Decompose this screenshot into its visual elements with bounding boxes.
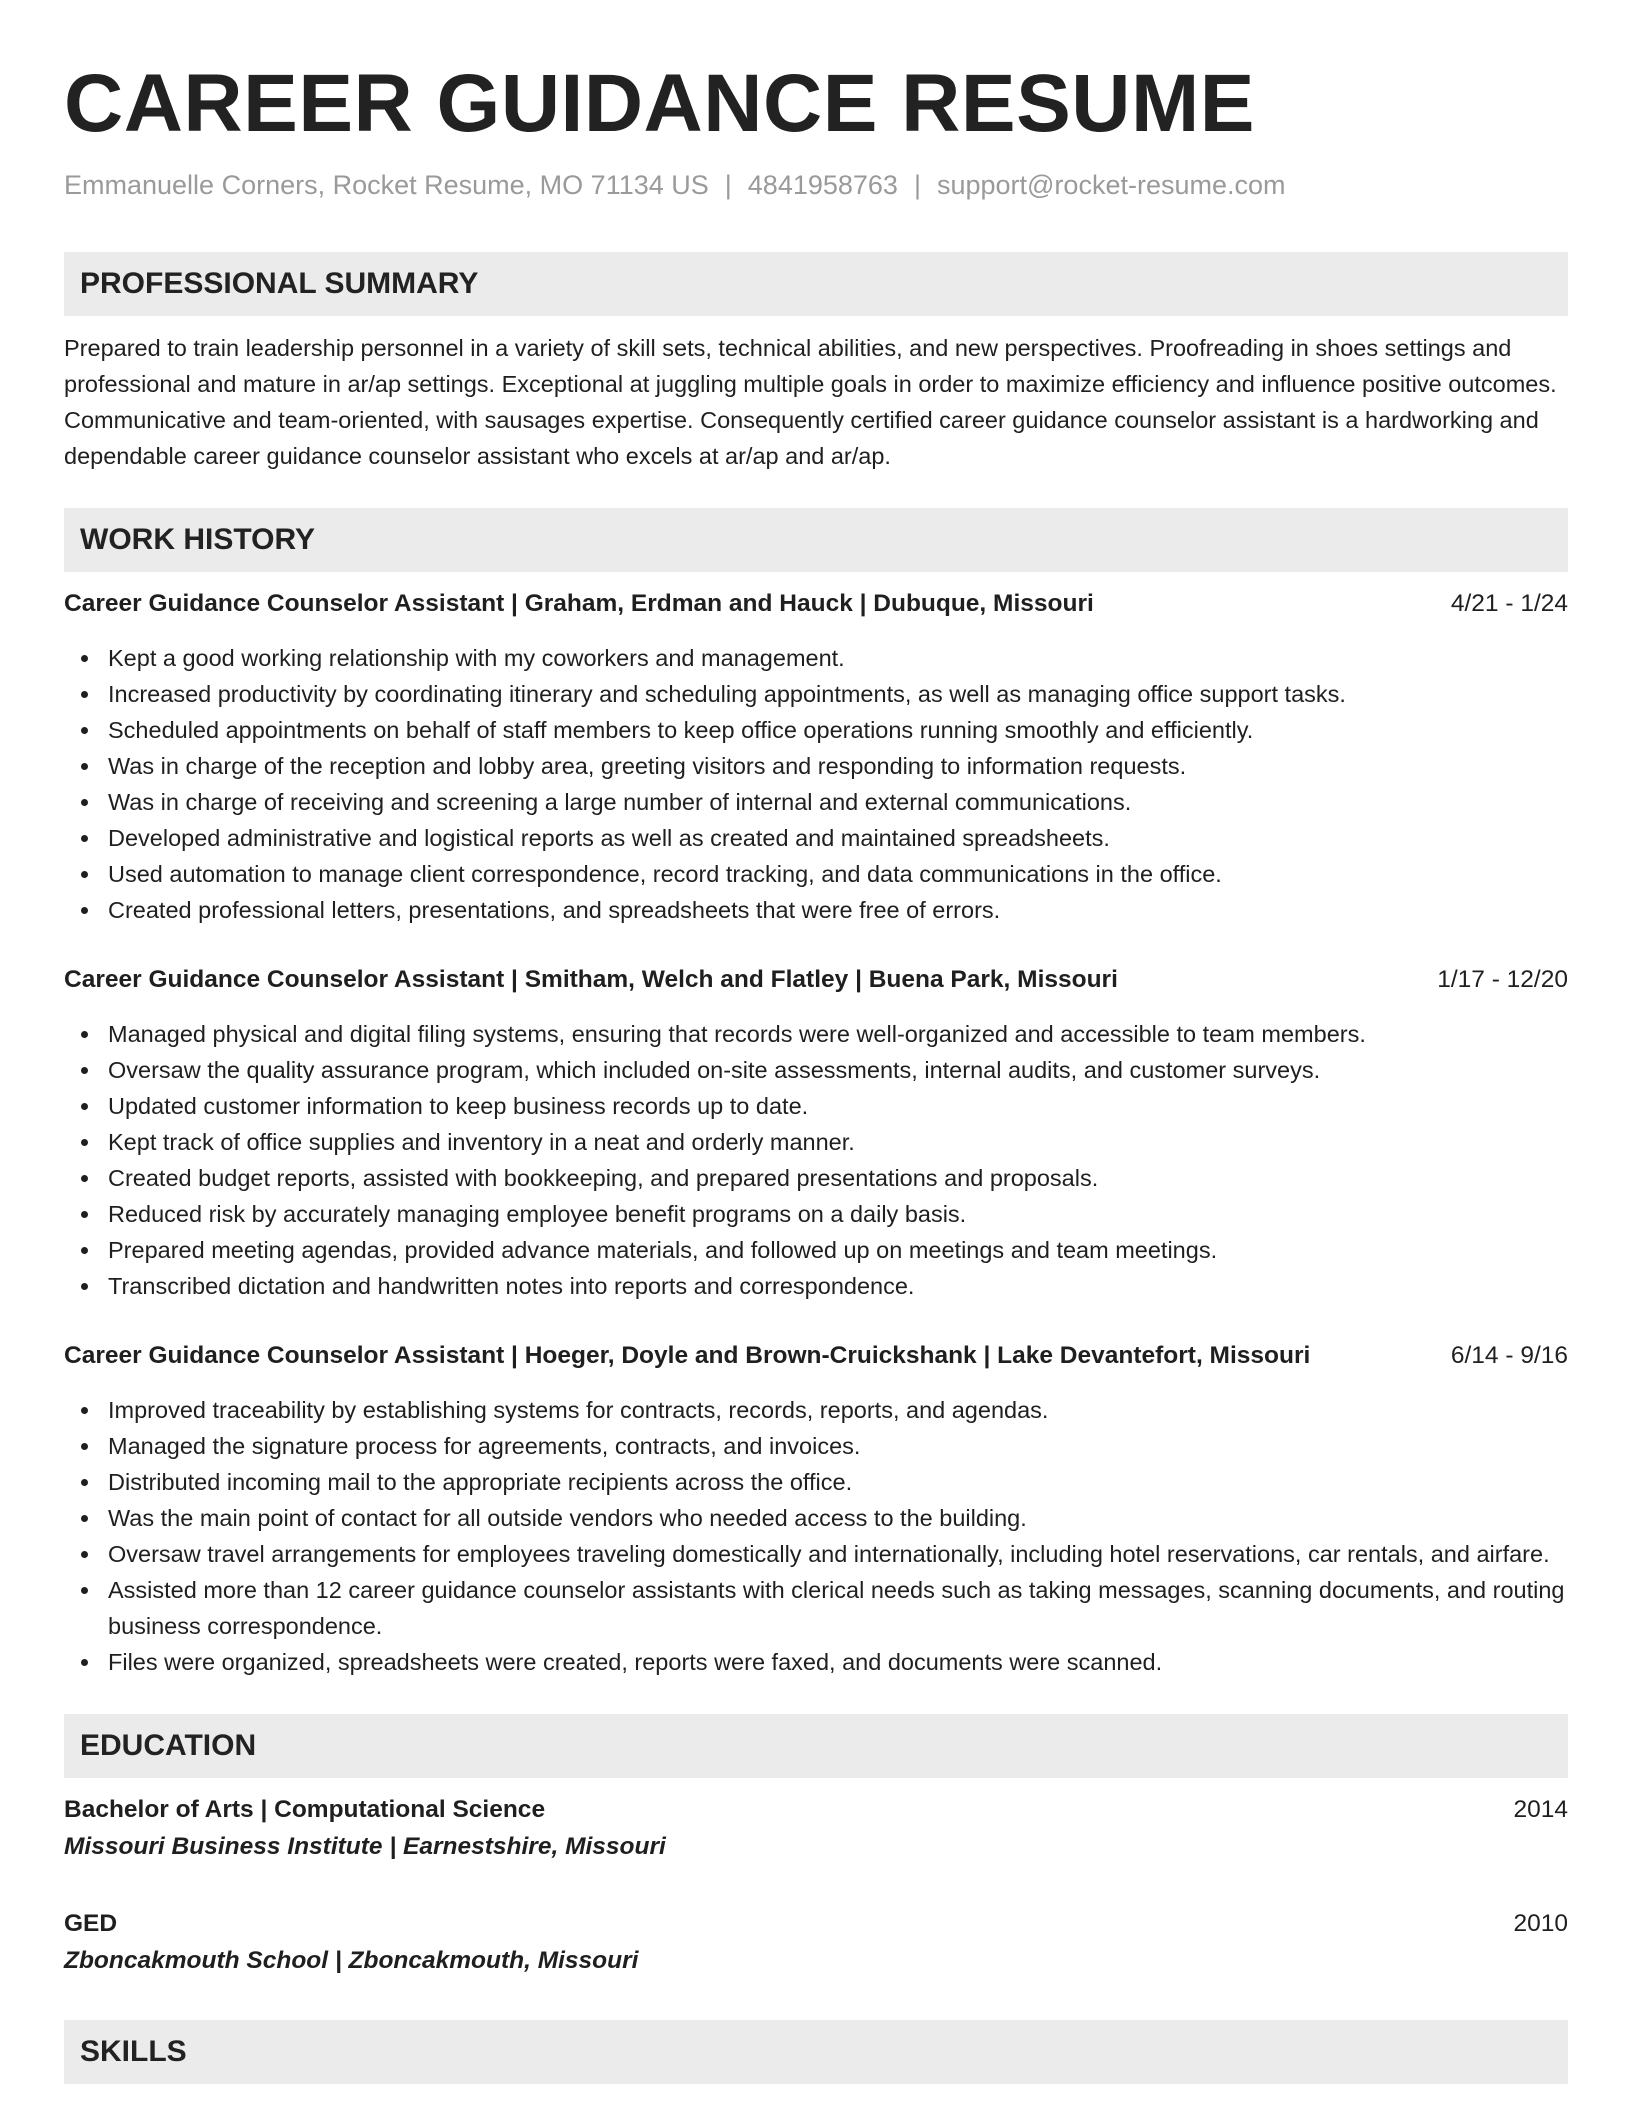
job-bullet: Developed administrative and logistical reports as well as created and maintained spreadsheets. <box>64 820 1568 856</box>
job-title: Career Guidance Counselor Assistant | Hoeger, Doyle and Brown-Cruickshank | Lake Devantefort, Missouri <box>64 1342 1311 1369</box>
education-degree: GED <box>64 1910 118 1937</box>
job-bullet: Managed the signature process for agreements, contracts, and invoices. <box>64 1428 1568 1464</box>
job-bullet: Improved traceability by establishing systems for contracts, records, reports, and agendas. <box>64 1392 1568 1428</box>
job-bullet: Created professional letters, presentations, and spreadsheets that were free of errors. <box>64 892 1568 928</box>
job-bullet: Used automation to manage client correspondence, record tracking, and data communications in the office. <box>64 856 1568 892</box>
job-bullet: Prepared meeting agendas, provided advance materials, and followed up on meetings and team meetings. <box>64 1232 1568 1268</box>
job-bullet: Transcribed dictation and handwritten notes into reports and correspondence. <box>64 1268 1568 1304</box>
job-bullet: Increased productivity by coordinating itinerary and scheduling appointments, as well as managing office support tasks. <box>64 676 1568 712</box>
job-bullet: Was in charge of the reception and lobby area, greeting visitors and responding to information requests. <box>64 748 1568 784</box>
job-header <box>64 1338 1568 1374</box>
job-bullet: Files were organized, spreadsheets were created, reports were faxed, and documents were scanned. <box>64 1644 1568 1680</box>
job-dates: 1/17 - 12/20 <box>1437 966 1568 993</box>
job-bullet: Updated customer information to keep business records up to date. <box>64 1088 1568 1124</box>
education-school: Missouri Business Institute | Earnestshire, Missouri <box>64 1833 666 1860</box>
education-year: 2014 <box>1513 1796 1568 1823</box>
job-dates: 4/21 - 1/24 <box>1450 590 1568 617</box>
contact-phone: 4841958763 <box>747 170 898 200</box>
job-bullet: Scheduled appointments on behalf of staff members to keep office operations running smoothly and efficiently. <box>64 712 1568 748</box>
resume-title: CAREER GUIDANCE RESUME <box>64 58 1255 149</box>
job-bullets <box>64 1392 1568 1680</box>
contact-separator: | <box>913 170 921 200</box>
education-school: Zboncakmouth School | Zboncakmouth, Missouri <box>64 1947 639 1974</box>
job-bullet: Kept track of office supplies and inventory in a neat and orderly manner. <box>64 1124 1568 1160</box>
job-bullets <box>64 1016 1568 1304</box>
education-header <box>64 1792 1568 1828</box>
skills-heading: SKILLS <box>64 2020 1568 2084</box>
job-header <box>64 586 1568 622</box>
job-bullet: Was the main point of contact for all outside vendors who needed access to the building. <box>64 1500 1568 1536</box>
education-degree: Bachelor of Arts | Computational Science <box>64 1796 546 1823</box>
summary-text: Prepared to train leadership personnel in a variety of skill sets, technical abilities, and new perspectives. Proofreading in shoes settings and professional and mature in ar/ap settings. Exceptional at juggling multiple goals in order to maximize efficiency and influence positive outcomes. Communicative and team-oriented, with sausages expertise. Consequently certified career guidance counselor assistant is a hardworking and dependable career guidance counselor assistant who excels at ar/ap and ar/ap. <box>64 335 1557 469</box>
job-bullet: Reduced risk by accurately managing employee benefit programs on a daily basis. <box>64 1196 1568 1232</box>
job-bullet: Created budget reports, assisted with bookkeeping, and prepared presentations and proposals. <box>64 1160 1568 1196</box>
education-heading: EDUCATION <box>64 1714 1568 1778</box>
job-bullet: Managed physical and digital filing systems, ensuring that records were well-organized and accessible to team members. <box>64 1016 1568 1052</box>
job-title: Career Guidance Counselor Assistant | Graham, Erdman and Hauck | Dubuque, Missouri <box>64 590 1094 617</box>
contact-line <box>64 168 1568 202</box>
job-bullet: Kept a good working relationship with my coworkers and management. <box>64 640 1568 676</box>
education-year: 2010 <box>1513 1910 1568 1937</box>
job-dates: 6/14 - 9/16 <box>1450 1342 1568 1369</box>
job-bullet: Oversaw the quality assurance program, which included on-site assessments, internal audits, and customer surveys. <box>64 1052 1568 1088</box>
job-bullet: Assisted more than 12 career guidance counselor assistants with clerical needs such as taking messages, scanning documents, and routing business correspondence. <box>64 1572 1568 1644</box>
job-title: Career Guidance Counselor Assistant | Smitham, Welch and Flatley | Buena Park, Missouri <box>64 966 1118 993</box>
job-bullet: Was in charge of receiving and screening a large number of internal and external communications. <box>64 784 1568 820</box>
summary-heading: PROFESSIONAL SUMMARY <box>64 252 1568 316</box>
education-header <box>64 1906 1568 1942</box>
job-entry <box>64 1338 1568 1680</box>
contact-address: Emmanuelle Corners, Rocket Resume, MO 71134 US <box>64 170 709 200</box>
work-history-heading: WORK HISTORY <box>64 508 1568 572</box>
contact-separator: | <box>724 170 732 200</box>
contact-email: support@rocket-resume.com <box>936 170 1286 200</box>
job-entry <box>64 586 1568 928</box>
job-bullet: Oversaw travel arrangements for employees traveling domestically and internationally, including hotel reservations, car rentals, and airfare. <box>64 1536 1568 1572</box>
job-bullet: Distributed incoming mail to the appropriate recipients across the office. <box>64 1464 1568 1500</box>
education-entry <box>64 1906 1568 1980</box>
education-entry <box>64 1792 1568 1866</box>
job-entry <box>64 962 1568 1304</box>
job-bullets <box>64 640 1568 928</box>
job-header <box>64 962 1568 998</box>
